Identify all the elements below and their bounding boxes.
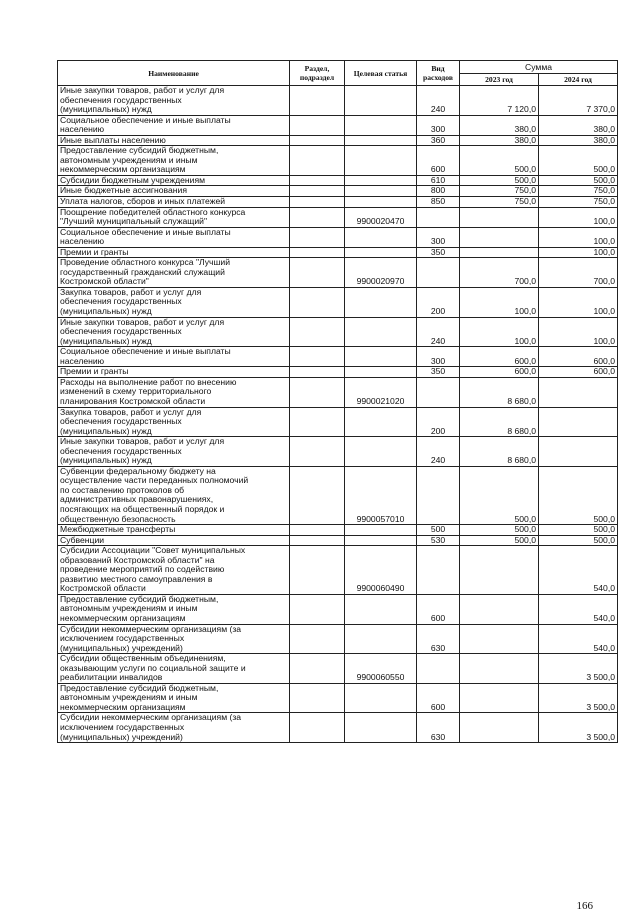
row-target-article	[345, 247, 417, 258]
row-sum-2024: 3 500,0	[539, 713, 618, 743]
row-sum-2024: 500,0	[539, 466, 618, 524]
row-target-article: 9900020470	[345, 207, 417, 227]
row-sum-2023	[460, 594, 539, 624]
table-row	[58, 207, 618, 227]
row-target-article: 9900060550	[345, 654, 417, 684]
row-sum-2024	[539, 437, 618, 467]
row-name-line: обеспечения государственных	[60, 326, 182, 337]
row-sum-2024: 500,0	[539, 535, 618, 546]
table-row	[58, 347, 618, 367]
row-name	[58, 146, 290, 176]
column-header-target: Целевая статья	[345, 61, 417, 86]
row-sum-2024: 3 500,0	[539, 654, 618, 684]
row-name-line: (муниципальных) учреждений)	[60, 642, 183, 653]
row-name-line: (муниципальных) нужд	[60, 335, 152, 346]
row-name-line: Предоставление субсидий бюджетным,	[60, 682, 219, 693]
row-name-line: Социальное обеспечение и иные выплаты	[60, 114, 231, 125]
row-sum-2024: 100,0	[539, 207, 618, 227]
row-name-line: Иные выплаты населению	[60, 134, 166, 145]
row-name	[58, 197, 290, 208]
row-name-line: (муниципальных) нужд	[60, 306, 152, 317]
row-target-article	[345, 146, 417, 176]
row-name-line: Субсидии Ассоциации "Совет муниципальных	[60, 545, 246, 556]
row-sum-2023	[460, 247, 539, 258]
row-section	[290, 594, 345, 624]
row-sum-2023: 8 680,0	[460, 377, 539, 407]
table-row	[58, 437, 618, 467]
row-section	[290, 407, 345, 437]
row-expense-kind: 350	[417, 367, 460, 378]
row-name-line: по составлению протоколов об	[60, 484, 185, 495]
row-target-article	[345, 535, 417, 546]
row-expense-kind	[417, 258, 460, 288]
row-sum-2024	[539, 377, 618, 407]
row-name-line: обеспечения государственных	[60, 445, 182, 456]
row-name-line: Поощрение победителей областного конкурса	[60, 206, 246, 217]
row-target-article	[345, 624, 417, 654]
row-expense-kind	[417, 466, 460, 524]
row-name-line: Костромской области	[60, 583, 146, 594]
row-target-article	[345, 525, 417, 536]
row-sum-2024: 750,0	[539, 186, 618, 197]
row-target-article	[345, 683, 417, 713]
column-header-sum: Сумма	[460, 61, 618, 74]
row-sum-2024: 100,0	[539, 247, 618, 258]
row-expense-kind: 530	[417, 535, 460, 546]
row-section	[290, 317, 345, 347]
table-row	[58, 525, 618, 536]
row-target-article	[345, 437, 417, 467]
row-target-article	[345, 175, 417, 186]
row-section	[290, 115, 345, 135]
document-page	[57, 60, 617, 912]
row-expense-kind: 350	[417, 247, 460, 258]
row-name	[58, 437, 290, 467]
row-sum-2023: 500,0	[460, 146, 539, 176]
table-row	[58, 197, 618, 208]
row-name-line: Субсидии некоммерческим организациям (за	[60, 623, 242, 634]
row-name-line: Иные закупки товаров, работ и услуг для	[60, 316, 225, 327]
row-target-article: 9900020970	[345, 258, 417, 288]
row-name-line: реабилитации инвалидов	[60, 672, 163, 683]
row-name	[58, 115, 290, 135]
row-expense-kind: 610	[417, 175, 460, 186]
row-sum-2024: 540,0	[539, 546, 618, 595]
row-name-line: автономным учреждениям и иным	[60, 692, 198, 703]
table-row	[58, 227, 618, 247]
table-row	[58, 135, 618, 146]
row-sum-2023: 600,0	[460, 347, 539, 367]
row-sum-2024: 750,0	[539, 197, 618, 208]
row-expense-kind: 240	[417, 317, 460, 347]
row-sum-2023: 500,0	[460, 175, 539, 186]
row-name-line: Костромской области"	[60, 276, 149, 287]
row-name-line: Субсидии бюджетным учреждениям	[60, 174, 206, 185]
row-name-line: административных правонарушениях,	[60, 494, 214, 505]
row-expense-kind	[417, 377, 460, 407]
table-header	[58, 61, 618, 86]
row-name	[58, 377, 290, 407]
row-section	[290, 367, 345, 378]
row-expense-kind: 600	[417, 594, 460, 624]
row-name-line: Предоставление субсидий бюджетным,	[60, 145, 219, 156]
row-expense-kind: 500	[417, 525, 460, 536]
row-name	[58, 258, 290, 288]
row-target-article	[345, 317, 417, 347]
row-sum-2024: 500,0	[539, 146, 618, 176]
row-sum-2024: 500,0	[539, 525, 618, 536]
row-name-line: Иные закупки товаров, работ и услуг для	[60, 436, 225, 447]
row-expense-kind: 600	[417, 146, 460, 176]
column-header-2024: 2024 год	[539, 74, 618, 86]
row-sum-2023: 100,0	[460, 317, 539, 347]
table-row	[58, 175, 618, 186]
table-body	[58, 86, 618, 743]
row-sum-2023: 500,0	[460, 466, 539, 524]
table-row	[58, 86, 618, 116]
row-name-line: исключением государственных	[60, 633, 185, 644]
row-name-line: Иные бюджетные ассигнования	[60, 185, 188, 196]
row-name-line: некоммерческим организациям	[60, 612, 186, 623]
row-section	[290, 207, 345, 227]
row-name	[58, 207, 290, 227]
row-name-line: оказывающим услуги по социальной защите и	[60, 662, 246, 673]
row-name-line: общественную безопасность	[60, 513, 176, 524]
row-sum-2023: 500,0	[460, 535, 539, 546]
row-expense-kind: 200	[417, 287, 460, 317]
column-header-2023: 2023 год	[460, 74, 539, 86]
row-name-line: населению	[60, 355, 105, 366]
row-expense-kind: 850	[417, 197, 460, 208]
row-name	[58, 367, 290, 378]
row-name	[58, 135, 290, 146]
table-row	[58, 367, 618, 378]
row-name-line: Иные закупки товаров, работ и услуг для	[60, 85, 225, 95]
row-name-line: изменений в схему территориального	[60, 386, 212, 397]
row-section	[290, 175, 345, 186]
row-section	[290, 186, 345, 197]
row-target-article: 9900060490	[345, 546, 417, 595]
row-expense-kind: 300	[417, 227, 460, 247]
row-expense-kind	[417, 546, 460, 595]
row-sum-2023	[460, 624, 539, 654]
row-sum-2024: 380,0	[539, 115, 618, 135]
row-expense-kind: 240	[417, 86, 460, 116]
row-sum-2024: 380,0	[539, 135, 618, 146]
row-name-line: "Лучший муниципальный служащий"	[60, 216, 208, 227]
row-sum-2023	[460, 654, 539, 684]
row-name-line: некоммерческим организациям	[60, 701, 186, 712]
row-sum-2023	[460, 683, 539, 713]
table-row	[58, 466, 618, 524]
row-target-article	[345, 713, 417, 743]
row-expense-kind	[417, 207, 460, 227]
row-name-line: исключением государственных	[60, 722, 185, 732]
table-row	[58, 287, 618, 317]
row-name	[58, 466, 290, 524]
row-name	[58, 317, 290, 347]
row-name-line: автономным учреждениям и иным	[60, 603, 198, 614]
row-name-line: Закупка товаров, работ и услуг для	[60, 406, 202, 417]
row-sum-2024: 600,0	[539, 367, 618, 378]
row-name	[58, 683, 290, 713]
row-name	[58, 247, 290, 258]
row-name-line: обеспечения государственных	[60, 416, 182, 427]
table-row	[58, 258, 618, 288]
row-sum-2023: 500,0	[460, 525, 539, 536]
row-sum-2024: 100,0	[539, 287, 618, 317]
row-section	[290, 347, 345, 367]
row-name-line: обеспечения государственных	[60, 296, 182, 307]
row-sum-2023	[460, 713, 539, 743]
row-target-article	[345, 115, 417, 135]
row-sum-2023: 8 680,0	[460, 437, 539, 467]
row-name-line: Закупка товаров, работ и услуг для	[60, 286, 202, 297]
row-section	[290, 535, 345, 546]
table-row	[58, 683, 618, 713]
row-expense-kind: 300	[417, 115, 460, 135]
table-row	[58, 146, 618, 176]
row-name-line: Проведение областного конкурса "Лучший	[60, 257, 231, 268]
row-section	[290, 683, 345, 713]
row-name	[58, 525, 290, 536]
row-expense-kind: 630	[417, 624, 460, 654]
row-section	[290, 546, 345, 595]
table-row	[58, 247, 618, 258]
row-name-line: Социальное обеспечение и иные выплаты	[60, 226, 231, 237]
row-name-line: Межбюджетные трансферты	[60, 524, 176, 535]
row-section	[290, 287, 345, 317]
row-name-line: населению	[60, 236, 105, 247]
budget-table	[57, 60, 618, 743]
row-name-line: Субсидии общественным объединениям,	[60, 653, 226, 664]
row-name-line: Социальное обеспечение и иные выплаты	[60, 346, 231, 357]
row-target-article	[345, 287, 417, 317]
row-name	[58, 347, 290, 367]
row-section	[290, 654, 345, 684]
table-row	[58, 594, 618, 624]
row-name-line: посягающих на общественный порядок и	[60, 503, 225, 514]
row-name	[58, 535, 290, 546]
row-sum-2024: 540,0	[539, 624, 618, 654]
row-expense-kind: 200	[417, 407, 460, 437]
row-name-line: Субвенции	[60, 534, 105, 545]
row-sum-2023: 7 120,0	[460, 86, 539, 116]
row-name	[58, 594, 290, 624]
row-name-line: развитию местного самоуправления в	[60, 573, 213, 584]
row-section	[290, 135, 345, 146]
row-name	[58, 287, 290, 317]
table-row	[58, 624, 618, 654]
row-name	[58, 175, 290, 186]
row-name	[58, 713, 290, 743]
row-sum-2024: 7 370,0	[539, 86, 618, 116]
row-name-line: (муниципальных) нужд	[60, 455, 152, 466]
row-target-article	[345, 227, 417, 247]
row-name-line: автономным учреждениям и иным	[60, 154, 198, 165]
row-section	[290, 437, 345, 467]
row-name-line: Субвенции федеральному бюджету на	[60, 465, 216, 476]
row-target-article	[345, 367, 417, 378]
row-target-article	[345, 135, 417, 146]
row-sum-2023: 100,0	[460, 287, 539, 317]
row-sum-2023: 750,0	[460, 186, 539, 197]
row-expense-kind: 800	[417, 186, 460, 197]
table-row	[58, 713, 618, 743]
row-section	[290, 86, 345, 116]
row-sum-2023	[460, 546, 539, 595]
row-name-line: образований Костромской области" на	[60, 554, 215, 565]
row-section	[290, 525, 345, 536]
row-sum-2023	[460, 227, 539, 247]
row-section	[290, 197, 345, 208]
row-sum-2024: 100,0	[539, 317, 618, 347]
row-section	[290, 146, 345, 176]
table-row	[58, 377, 618, 407]
column-header-section: Раздел, подраздел	[290, 61, 345, 86]
row-expense-kind: 630	[417, 713, 460, 743]
row-name-line: Предоставление субсидий бюджетным,	[60, 593, 219, 604]
row-name-line: Расходы на выполнение работ по внесению	[60, 376, 237, 387]
row-section	[290, 227, 345, 247]
row-target-article	[345, 407, 417, 437]
row-section	[290, 377, 345, 407]
row-expense-kind	[417, 654, 460, 684]
row-name-line: Премии и гранты	[60, 246, 129, 257]
table-row	[58, 546, 618, 595]
row-name-line: населению	[60, 124, 105, 135]
row-name-line: некоммерческим организациям	[60, 164, 186, 175]
row-name	[58, 546, 290, 595]
row-target-article	[345, 86, 417, 116]
row-target-article	[345, 594, 417, 624]
row-name-line: Субсидии некоммерческим организациям (за	[60, 712, 242, 723]
row-name	[58, 227, 290, 247]
row-expense-kind: 300	[417, 347, 460, 367]
page-number: 166	[576, 900, 593, 912]
row-sum-2023: 380,0	[460, 115, 539, 135]
row-name	[58, 624, 290, 654]
row-section	[290, 247, 345, 258]
row-section	[290, 258, 345, 288]
row-name-line: (муниципальных) нужд	[60, 425, 152, 436]
row-section	[290, 713, 345, 743]
table-row	[58, 407, 618, 437]
row-target-article: 9900057010	[345, 466, 417, 524]
row-name-line: (муниципальных) нужд	[60, 104, 152, 115]
row-sum-2023: 380,0	[460, 135, 539, 146]
row-sum-2023	[460, 207, 539, 227]
row-name-line: Уплата налогов, сборов и иных платежей	[60, 196, 226, 207]
row-name-line: осуществление части переданных полномочий	[60, 475, 249, 486]
row-expense-kind: 240	[417, 437, 460, 467]
table-row	[58, 115, 618, 135]
row-name-line: планирования Костромской области	[60, 395, 206, 406]
row-expense-kind: 360	[417, 135, 460, 146]
row-target-article	[345, 186, 417, 197]
row-sum-2024: 540,0	[539, 594, 618, 624]
row-section	[290, 624, 345, 654]
row-sum-2024: 500,0	[539, 175, 618, 186]
row-sum-2023: 600,0	[460, 367, 539, 378]
row-sum-2024: 700,0	[539, 258, 618, 288]
row-target-article	[345, 197, 417, 208]
row-section	[290, 466, 345, 524]
row-name	[58, 654, 290, 684]
row-name	[58, 407, 290, 437]
row-sum-2023: 8 680,0	[460, 407, 539, 437]
row-sum-2023: 700,0	[460, 258, 539, 288]
table-row	[58, 535, 618, 546]
table-row	[58, 654, 618, 684]
row-name	[58, 186, 290, 197]
row-sum-2023: 750,0	[460, 197, 539, 208]
row-name-line: проведение мероприятий по содействию	[60, 564, 225, 575]
row-target-article	[345, 347, 417, 367]
table-row	[58, 317, 618, 347]
row-name-line: государственный гражданский служащий	[60, 266, 225, 277]
column-header-name: Наименование	[58, 61, 290, 86]
row-sum-2024: 100,0	[539, 227, 618, 247]
row-name	[58, 86, 290, 116]
row-sum-2024	[539, 407, 618, 437]
row-sum-2024: 600,0	[539, 347, 618, 367]
row-sum-2024: 3 500,0	[539, 683, 618, 713]
row-expense-kind: 600	[417, 683, 460, 713]
row-name-line: обеспечения государственных	[60, 94, 182, 105]
row-name-line: (муниципальных) учреждений)	[60, 731, 183, 742]
column-header-kind: Вид расходов	[417, 61, 460, 86]
row-name-line: Премии и гранты	[60, 366, 129, 377]
table-row	[58, 186, 618, 197]
row-target-article: 9900021020	[345, 377, 417, 407]
